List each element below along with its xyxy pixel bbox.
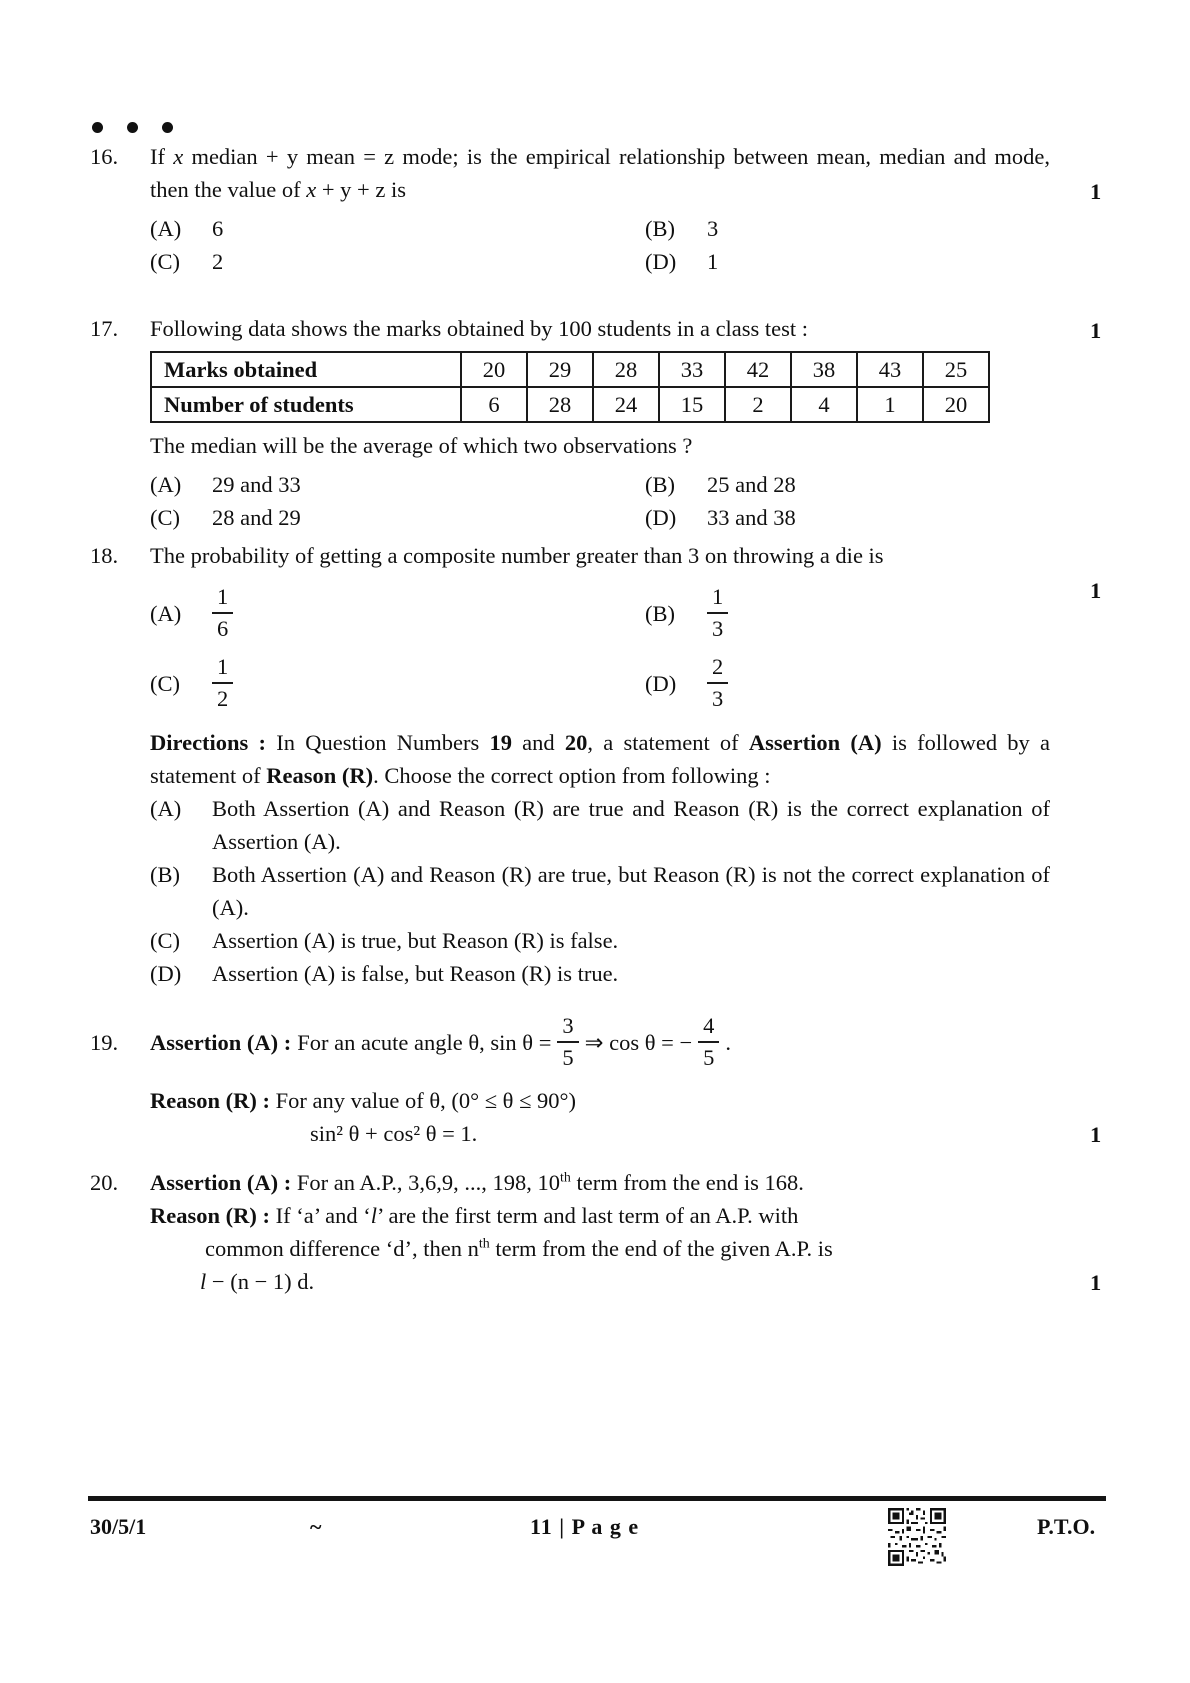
math-var-l: l [370, 1203, 378, 1228]
option-value: 33 and 38 [707, 505, 796, 530]
trig-identity: sin² θ + cos² θ = 1. [310, 1121, 478, 1146]
fraction [557, 1014, 578, 1070]
option-text: Assertion (A) is false, but Reason (R) is true. [212, 961, 619, 986]
text-part: ’ are the first term and last term of an A.P. with [377, 1203, 799, 1228]
row-header-cell: Number of students [151, 387, 461, 422]
numerator: 1 [212, 585, 233, 614]
value-cell: 29 [527, 352, 593, 387]
option-label: (D) [150, 961, 182, 986]
value-cell: 25 [923, 352, 989, 387]
question-text: The median will be the average of which two observations ? [150, 433, 693, 458]
qr-code [888, 1508, 946, 1566]
numerator: 1 [707, 585, 728, 614]
text-part: term from the end is 168. [570, 1170, 804, 1195]
superscript-th: th [478, 1236, 490, 1252]
text-part: For an acute angle θ, sin θ = [297, 1029, 552, 1055]
option-label: (A) [150, 600, 182, 626]
footer-pto: P.T.O. [1037, 1514, 1096, 1539]
text-part: 20 [564, 730, 588, 755]
question-16 [90, 140, 1150, 278]
options-grid [150, 212, 1050, 278]
option-text: Both Assertion (A) and Reason (R) are true and Reason (R) is the correct explanation of Assertion (A). [212, 796, 1050, 854]
option-label: (A) [150, 472, 182, 497]
directions-block [90, 726, 1050, 990]
option-b [645, 582, 1050, 644]
assertion-label: Assertion (A) : [150, 1170, 297, 1195]
value-cell: 15 [659, 387, 725, 422]
reason-label: Reason (R) : [150, 1088, 276, 1113]
numerator: 3 [557, 1014, 578, 1043]
option-value: 6 [212, 216, 224, 241]
bullet-dot-icon [162, 122, 173, 133]
value-cell: 38 [791, 352, 857, 387]
footer-tilde: ~ [310, 1514, 322, 1539]
option-label: (D) [645, 505, 677, 530]
numerator: 4 [698, 1014, 719, 1043]
fraction [707, 585, 728, 641]
text-part: median + y mean = z mode; is the empirical relationship between mean, median and mode, then the value of [150, 144, 1050, 202]
option-label: (B) [150, 862, 180, 887]
option-b [645, 212, 1050, 245]
option-label: (B) [645, 472, 675, 497]
table-row [151, 352, 989, 387]
text-part: . [725, 1029, 732, 1055]
qr-code-graphic [888, 1508, 946, 1566]
question-19 [90, 1000, 1150, 1150]
direction-option-c [150, 924, 1050, 957]
text-part: If [150, 144, 174, 169]
value-cell: 28 [527, 387, 593, 422]
option-c [150, 501, 645, 534]
value-cell: 42 [725, 352, 791, 387]
option-label: (D) [645, 249, 677, 274]
question-text [150, 140, 1050, 206]
assertion-label: Assertion (A) : [150, 1029, 292, 1055]
question-number: 18. [90, 543, 119, 568]
bullet-dot-icon [127, 122, 138, 133]
fraction [212, 655, 233, 711]
marks-badge: 1 [1090, 318, 1102, 343]
text-part: For any value of θ, (0° ≤ θ ≤ 90°) [275, 1088, 577, 1113]
text-part: ⇒ cos θ = − [584, 1029, 693, 1055]
directions-label: Directions : [150, 730, 277, 755]
option-label: (C) [150, 928, 180, 953]
value-cell: 4 [791, 387, 857, 422]
table-row [151, 387, 989, 422]
math-var-x: x [173, 144, 184, 169]
option-d [645, 501, 1050, 534]
fraction [212, 585, 233, 641]
text-part: + y + z is [316, 177, 406, 202]
text-part: term from the end of the given A.P. is [489, 1236, 833, 1261]
text-part: 19 [489, 730, 512, 755]
text-part: Assertion (A) [748, 730, 882, 755]
text-part: is followed by a statement of [150, 730, 1051, 788]
row-header-cell: Marks obtained [151, 352, 461, 387]
text-part: If ‘a’ and ‘ [275, 1203, 371, 1228]
superscript-th: th [560, 1170, 571, 1186]
options-grid [150, 582, 1050, 714]
value-cell: 1 [857, 387, 923, 422]
fraction [707, 655, 728, 711]
math-var-l: l [200, 1269, 207, 1294]
value-cell: 43 [857, 352, 923, 387]
option-d [645, 245, 1050, 278]
question-17 [90, 312, 1150, 534]
denominator: 6 [217, 616, 229, 641]
text-part: . Choose the correct option from following : [373, 763, 771, 788]
denominator: 5 [562, 1045, 574, 1070]
value-cell: 20 [923, 387, 989, 422]
option-a [150, 582, 645, 644]
value-cell: 33 [659, 352, 725, 387]
footer-paper-code: 30/5/1 [90, 1514, 147, 1539]
option-label: (B) [645, 600, 675, 626]
value-cell: 6 [461, 387, 527, 422]
question-text: The probability of getting a composite number greater than 3 on throwing a die is [150, 543, 884, 568]
text-part: , a statement of [587, 730, 749, 755]
marks-badge: 1 [1090, 179, 1102, 204]
question-number: 20. [90, 1170, 119, 1195]
formula-line [150, 1265, 1050, 1298]
denominator: 3 [712, 686, 724, 711]
marks-badge: 1 [1090, 1122, 1102, 1147]
bullet-dot-icon [92, 122, 103, 133]
option-value: 25 and 28 [707, 472, 796, 497]
value-cell: 2 [725, 387, 791, 422]
reason-statement [150, 1199, 1050, 1232]
text-part: − (n − 1) d. [206, 1269, 315, 1294]
option-text: Assertion (A) is true, but Reason (R) is false. [212, 928, 619, 953]
value-cell: 20 [461, 352, 527, 387]
option-label: (A) [150, 796, 182, 821]
option-value: 28 and 29 [212, 505, 301, 530]
question-number: 19. [90, 1030, 119, 1055]
value-cell: 24 [593, 387, 659, 422]
direction-option-d [150, 957, 1050, 990]
option-value: 1 [707, 249, 719, 274]
option-label: (A) [150, 216, 182, 241]
numerator: 1 [212, 655, 233, 684]
option-label: (C) [150, 670, 180, 696]
marks-badge: 1 [1090, 1270, 1102, 1295]
direction-option-a [150, 792, 1050, 858]
assertion-statement [150, 1166, 1050, 1199]
option-a [150, 468, 645, 501]
option-b [645, 468, 1050, 501]
footer-page-number: 11 | P a g e [530, 1514, 640, 1539]
question-text: Following data shows the marks obtained by 100 students in a class test : [150, 316, 809, 341]
fraction [698, 1014, 719, 1070]
question-20 [90, 1166, 1150, 1298]
direction-option-b [150, 858, 1050, 924]
text-part: common difference ‘d’, then n [205, 1236, 479, 1261]
option-value: 29 and 33 [212, 472, 301, 497]
page-marker-dots [92, 122, 1150, 134]
option-value: 3 [707, 216, 719, 241]
marks-table [150, 351, 990, 423]
question-number: 17. [90, 316, 119, 341]
question-number: 16. [90, 144, 119, 169]
text-part: Reason (R) [266, 763, 374, 788]
text-part: and [511, 730, 565, 755]
reason-label: Reason (R) : [150, 1203, 276, 1228]
text-part: For an A.P., 3,6,9, ..., 198, 10 [296, 1170, 560, 1195]
numerator: 2 [707, 655, 728, 684]
footer-rule [88, 1496, 1106, 1501]
value-cell: 28 [593, 352, 659, 387]
option-value: 2 [212, 249, 224, 274]
option-label: (D) [645, 670, 677, 696]
option-c [150, 652, 645, 714]
reason-statement [150, 1084, 1050, 1117]
option-c [150, 245, 645, 278]
option-label: (C) [150, 505, 180, 530]
assertion-statement [150, 1000, 1050, 1084]
options-grid [150, 468, 1050, 534]
denominator: 5 [703, 1045, 715, 1070]
option-a [150, 212, 645, 245]
marks-badge: 1 [1090, 578, 1102, 603]
option-d [645, 652, 1050, 714]
math-var-x: x [306, 177, 317, 202]
option-label: (C) [150, 249, 180, 274]
denominator: 3 [712, 616, 724, 641]
denominator: 2 [217, 686, 229, 711]
directions-text [150, 726, 1050, 792]
text-part: In Question Numbers [276, 730, 490, 755]
question-18 [90, 539, 1150, 714]
option-label: (B) [645, 216, 675, 241]
option-text: Both Assertion (A) and Reason (R) are true, but Reason (R) is not the correct explanation of (A). [212, 862, 1050, 920]
reason-continued [150, 1232, 1050, 1265]
